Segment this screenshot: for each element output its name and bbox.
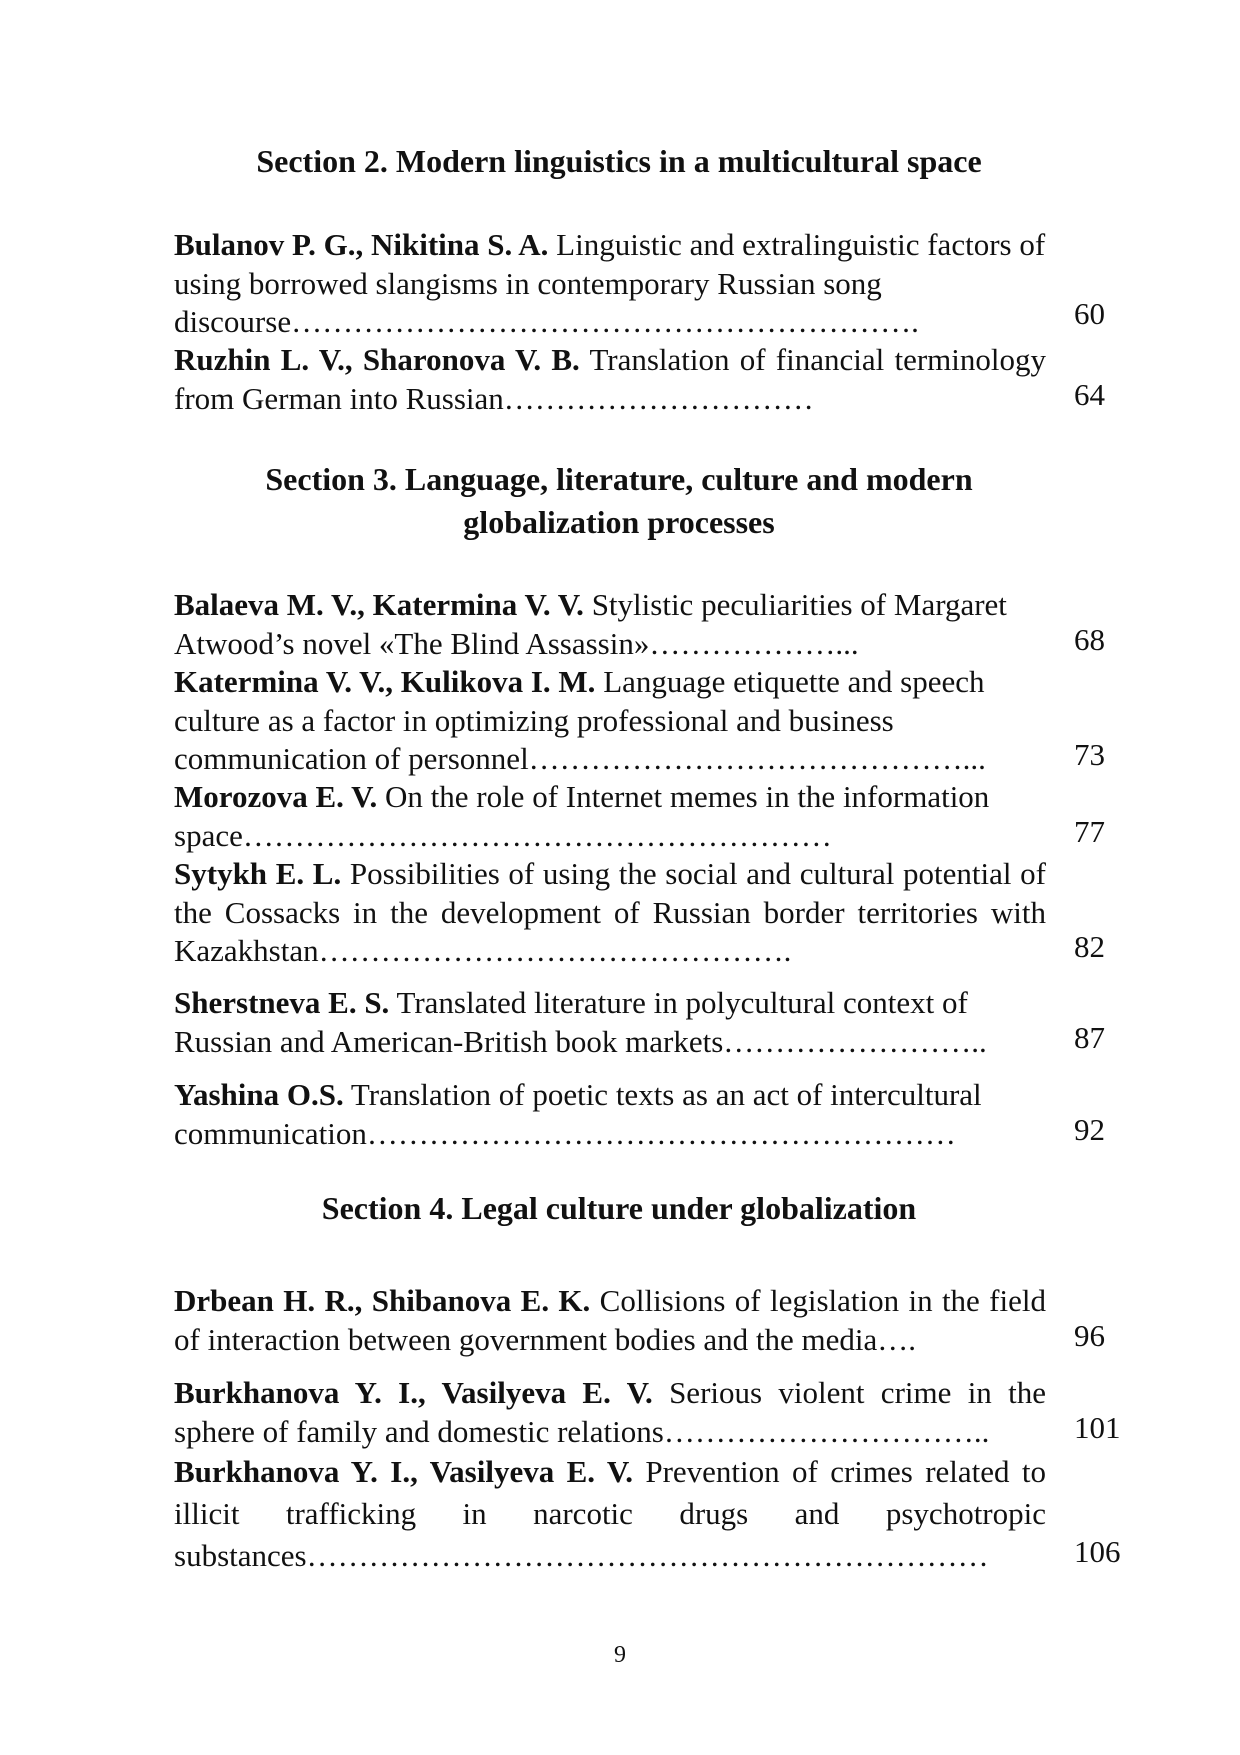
toc-entry-page: 92 xyxy=(1074,1111,1105,1147)
toc-entry[interactable] xyxy=(174,1282,1134,1359)
toc-entry-page: 96 xyxy=(1074,1317,1105,1353)
toc-entry-title: Language etiquette and speech culture as a factor in optimizing professional and business communication of personnel……………………………………... xyxy=(174,664,986,776)
toc-entry[interactable] xyxy=(174,586,1134,663)
toc-entry-title: Possibilities of using the social and cultural potential of the Cossacks in the development of Russian border territories with Kazakhstan………………………………………. xyxy=(174,856,1046,968)
toc-entry-page: 82 xyxy=(1074,929,1105,964)
toc-entry-page: 64 xyxy=(1074,376,1105,412)
toc-entry-title: Translation of financial terminology from German into Russian………………………… xyxy=(174,342,1046,416)
toc-entry[interactable] xyxy=(174,1374,1134,1451)
toc-entry-page: 106 xyxy=(1074,1534,1121,1569)
toc-entry-author: Burkhanova Y. I., Vasilyeva E. V. xyxy=(174,1375,653,1410)
toc-entry-title: Collisions of legislation in the field of interaction between government bodies and the media…. xyxy=(174,1283,1046,1357)
toc-entry[interactable] xyxy=(174,855,1134,971)
toc-entry-author: Balaeva M. V., Katermina V. V. xyxy=(174,587,584,622)
toc-entry-author: Katermina V. V., Kulikova I. M. xyxy=(174,664,596,699)
toc-entry[interactable] xyxy=(174,226,1134,342)
toc-entry-title: Stylistic peculiarities of Margaret Atwood’s novel «The Blind Assassin»………………... xyxy=(174,587,1007,661)
section-3-title xyxy=(174,458,1064,544)
toc-entry[interactable] xyxy=(174,984,1134,1061)
toc-entry-page: 73 xyxy=(1074,737,1105,772)
toc-entry-page: 101 xyxy=(1074,1409,1121,1445)
toc-entry-author: Yashina O.S. xyxy=(174,1077,344,1112)
toc-entry[interactable] xyxy=(174,663,1134,779)
section-4-title: Section 4. Legal culture under globalization xyxy=(321,1190,917,1226)
toc-entry-title: Prevention of crimes related to illicit trafficking in narcotic drugs and psychotropic substances………………………………………………………… xyxy=(174,1454,1046,1573)
section-2-title: Section 2. Modern linguistics in a multicultural space xyxy=(256,143,982,179)
toc-entry-page: 60 xyxy=(1074,296,1105,331)
toc-entry-title: Linguistic and extralinguistic factors of using borrowed slangisms in contemporary Russian song discourse……………………………………………………. xyxy=(174,227,1046,339)
toc-entry[interactable] xyxy=(174,341,1134,418)
toc-entry[interactable] xyxy=(174,1451,1134,1577)
toc-entry-author: Ruzhin L. V., Sharonova V. B. xyxy=(174,342,580,377)
toc-entry-page: 77 xyxy=(1074,813,1105,849)
toc-entry-author: Morozova E. V. xyxy=(174,779,378,814)
toc-entry-author: Sytykh E. L. xyxy=(174,856,342,891)
toc-entry[interactable] xyxy=(174,1076,1134,1153)
toc-entry[interactable] xyxy=(174,778,1134,855)
section-3-title-line1: Section 3. Language, literature, culture and modern xyxy=(265,461,973,497)
toc-entry-author: Drbean H. R., Shibanova E. K. xyxy=(174,1283,591,1318)
toc-entry-author: Sherstneva E. S. xyxy=(174,985,390,1020)
section-3-title-line2: globalization processes xyxy=(463,504,775,540)
toc-entry-title: Translation of poetic texts as an act of intercultural communication………………………………………………… xyxy=(174,1077,982,1151)
page-number: 9 xyxy=(614,1642,626,1668)
toc-entry-page: 68 xyxy=(1074,621,1105,657)
toc-entry-author: Burkhanova Y. I., Vasilyeva E. V. xyxy=(174,1454,633,1489)
toc-entry-author: Bulanov P. G., Nikitina S. A. xyxy=(174,227,549,262)
toc-entry-title: On the role of Internet memes in the information space………………………………………………… xyxy=(174,779,990,853)
toc-entry-title: Serious violent crime in the sphere of family and domestic relations………………………….. xyxy=(174,1375,1046,1449)
toc-entry-page: 87 xyxy=(1074,1019,1105,1055)
toc-entry-title: Translated literature in polycultural context of Russian and American-British book markets…………………….. xyxy=(174,985,987,1059)
